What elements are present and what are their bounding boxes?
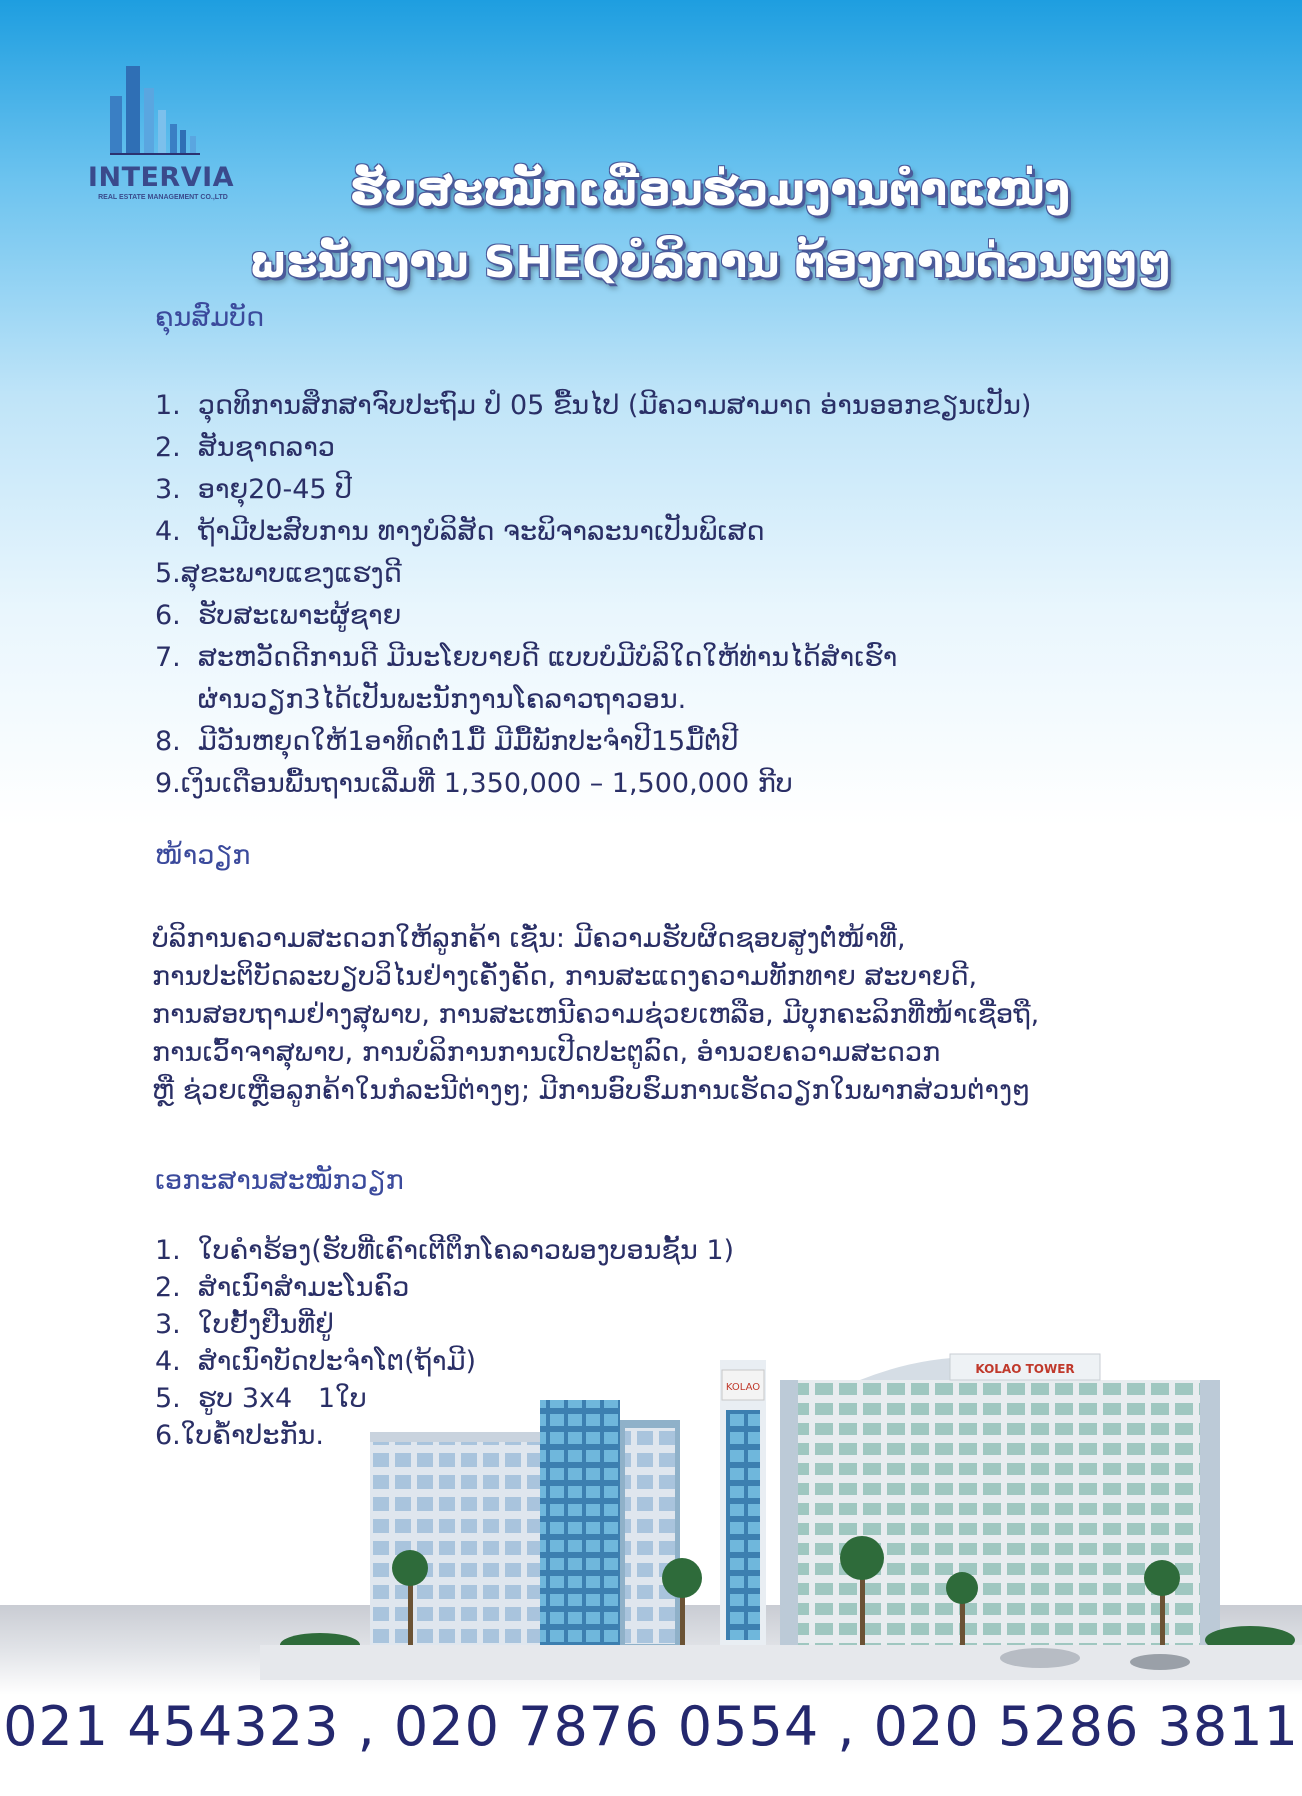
- logo-subtitle: REAL ESTATE MANAGEMENT CO.,LTD: [98, 194, 228, 201]
- main-building-facade: [780, 1380, 1220, 1650]
- paragraph-line: ການສອບຖາມຢ່າງສຸພາບ, ການສະເຫນີຄວາມຊ່ວຍເຫລືອ, ມີບຸກຄະລິກທີ່ໜ້າເຊື່ອຖື,: [152, 999, 1040, 1030]
- paragraph-line: ການປະຕິບັດລະບຽບວິໄນຢ່າງເຄັ່ງຄັດ, ການສະແດງຄວາມທັກທາຍ ສະບາຍດີ,: [152, 961, 978, 992]
- list-item: 2. ສັນຊາດລາວ: [155, 432, 335, 463]
- left-tower-sign: KOLAO: [725, 1382, 761, 1393]
- list-item: 6.ໃບຄໍ້າປະກັນ.: [155, 1420, 324, 1451]
- qualifications-list: [155, 385, 1031, 805]
- headline: [230, 155, 1190, 299]
- paragraph-line: ບໍລິການຄວາມສະດວກໃຫ້ລູກຄ້າ ເຊັ່ນ: ມີຄວາມຮັບຜິດຊອບສູງຕໍ່ໜ້າທີ່,: [152, 923, 906, 954]
- paragraph-line: ຫຼື ຊ່ວຍເຫຼືອລູກຄ້າໃນກໍລະນີຕ່າງໆ; ມີການອົບຮົມການເຮັດວຽກໃນພາກສ່ວນຕ່າງໆ: [152, 1075, 1031, 1106]
- left-building-facade: [370, 1440, 540, 1650]
- list-item: 1. ໃບຄໍາຮ້ອງ(ຮັບທີ່ເຄົາເຕີຕຶກໂຄລາວພອງບອນຊັ້ນ 1): [155, 1235, 735, 1266]
- list-item: ຜ່ານວຽກ3ໄດ້ເປັນພະນັກງານໂຄລາວຖາວອນ.: [155, 684, 687, 715]
- list-item: 9.ເງິນເດືອນພື້ນຖານເລີ່ມທີ່ 1,350,000 – 1,500,000 ກີບ: [155, 768, 793, 799]
- headline-line-1: ຮັບສະໝັກເພື່ອນຮ່ວມງານຕໍາແໜ່ງ: [350, 165, 1070, 216]
- duties-paragraph: [152, 920, 1212, 1110]
- list-item: 4. ສໍາເນົາບັດປະຈໍາໂຕ(ຖ້າມີ): [155, 1346, 477, 1377]
- list-item: 5.ສຸຂະພາບແຂງແຮງດີ: [155, 558, 402, 589]
- list-item: 3. ອາຍຸ20-45 ປີ: [155, 474, 353, 505]
- blue-tower-facade: [540, 1400, 620, 1650]
- list-item: 3. ໃບຢັ້ງຢືນທີ່ຢູ່: [155, 1309, 334, 1340]
- duties-title: ໜ້າວຽກ: [155, 840, 251, 871]
- list-item: 6. ຮັບສະເພາະຜູ້ຊາຍ: [155, 600, 402, 631]
- list-item: 7. ສະຫວັດດີການດີ ມີນະໂຍບາຍດີ ແບບບໍມີບໍລິໃດໃຫ້ທ່ານໄດ້ສໍາເຮົາ: [155, 642, 898, 673]
- list-item: 1. ວຸດທິການສຶກສາຈົບປະຖົມ ປໍ 05 ຂື້ນໄປ (ມີຄວາມສາມາດ ອ່ານອອກຂຽນເປັນ): [155, 390, 1032, 421]
- list-item: 8. ມີວັນຫຍຸດໃຫ້1ອາທິດຕໍ່1ມື້ ມີມື້ພັກປະຈໍາປີ15ມື້ຕໍ່ປີ: [155, 726, 739, 757]
- list-item: 2. ສໍາເນົາສໍາມະໂນຄົວ: [155, 1272, 410, 1303]
- company-logo: [80, 66, 235, 206]
- list-item: 5. ຮູບ 3x4 1ໃບ: [155, 1383, 367, 1414]
- list-item: 4. ຖ້າມີປະສົບການ ທາງບໍລິສັດ ຈະພິຈາລະນາເປັນພິເສດ: [155, 516, 765, 547]
- paragraph-line: ການເວົ້າຈາສຸພາບ, ການບໍລິການການເປີດປະຕູລົດ, ອໍານວຍຄວາມສະດວກ: [152, 1037, 941, 1068]
- qualifications-title: ຄຸນສົມບັດ: [155, 302, 265, 333]
- building-logo-icon: [110, 66, 200, 156]
- kolao-tower-sign: KOLAO TOWER: [975, 1362, 1075, 1376]
- headline-line-2: ພະນັກງານ SHEQບໍລິການ ຕ້ອງການດ່ວນໆໆໆ: [249, 237, 1171, 288]
- contact-phone-numbers: 021 454323 , 020 7876 0554 , 020 5286 3811: [3, 1695, 1299, 1758]
- logo-wordmark: INTERVIA: [87, 162, 235, 193]
- kolao-tower-illustration: [260, 1340, 1302, 1680]
- documents-title: ເອກະສານສະໝັກວຽກ: [155, 1165, 404, 1196]
